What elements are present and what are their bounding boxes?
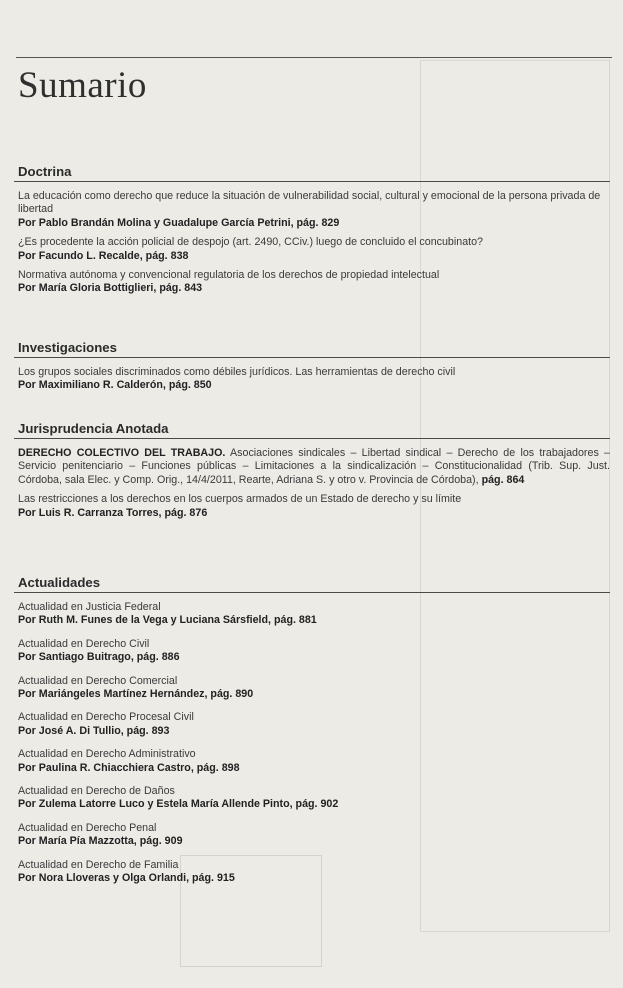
toc-entry[interactable] [18,601,610,628]
entry-title: Asociaciones sindicales – Libertad sindical – Derecho de los trabajadores – Servicio penitenciario – Funciones públicas – Limitaciones a la sindicalización – Constitucionalidad (Trib. Sup. Just. Córdoba, sala Elec. y Comp. Orig., 14/4/2011, Rearte, Adriana S. y otro v. Provincia de Córdoba), [18,447,610,486]
section-investigaciones [18,340,610,399]
toc-entry[interactable] [18,711,610,738]
entry-title: Normativa autónoma y convencional regulatoria de los derechos de propiedad intelectual [18,269,440,282]
entry-title: La educación como derecho que reduce la situación de vulnerabilidad social, cultural y emocional de la persona privada de libertad [18,190,601,216]
entry-author: Por Mariángeles Martínez Hernández, pág. 890 [18,688,254,701]
toc-entry[interactable] [18,493,610,520]
entry-title: Actualidad en Justicia Federal [18,601,161,613]
toc-entry[interactable] [18,236,610,263]
toc-entry[interactable] [18,638,610,665]
entry-author: Por Facundo L. Recalde, pág. 838 [18,249,189,262]
entry-author: Por María Gloria Bottiglieri, pág. 843 [18,282,203,295]
entry-page: pág. 864 [478,473,525,486]
entry-lead: DERECHO COLECTIVO DEL TRABAJO. [18,447,226,459]
entry-author: Por Paulina R. Chiacchiera Castro, pág. 898 [18,761,240,774]
section-heading: Investigaciones [14,340,610,358]
section-jurisprudencia-anotada [18,421,610,526]
entry-title: Actualidad en Derecho Civil [18,637,150,650]
entry-author: Por Zulema Latorre Luco y Estela María Allende Pinto, pág. 902 [18,798,339,811]
toc-entry[interactable] [18,269,610,296]
section-actualidades [18,575,610,896]
entry-title: Actualidad en Derecho de Familia [18,858,179,871]
toc-entry[interactable] [18,190,610,230]
page-title: Sumario [18,65,147,106]
section-heading: Doctrina [14,164,610,182]
entry-author: Por José A. Di Tullio, pág. 893 [18,724,170,737]
entry-title: Actualidad en Derecho Administrativo [18,748,196,761]
section-doctrina [18,164,610,302]
entry-title: Actualidad en Derecho de Daños [18,785,175,798]
entry-title: Los grupos sociales discriminados como débiles jurídicos. Las herramientas de derecho civil [18,366,456,378]
entry-title: ¿Es procedente la acción policial de despojo (art. 2490, CCiv.) luego de concluido el concubinato? [18,236,483,249]
toc-entry[interactable] [18,785,610,812]
entry-author: Por Ruth M. Funes de la Vega y Luciana Sársfield, pág. 881 [18,614,317,627]
toc-entry[interactable] [18,447,610,487]
entry-title: Las restricciones a los derechos en los cuerpos armados de un Estado de derecho y su límite [18,493,462,506]
entry-title: Actualidad en Derecho Procesal Civil [18,711,194,724]
entry-author: Por Luis R. Carranza Torres, pág. 876 [18,506,208,519]
toc-entry[interactable] [18,366,610,393]
entry-author: Por Maximiliano R. Calderón, pág. 850 [18,379,212,392]
toc-entry[interactable] [18,675,610,702]
section-heading: Actualidades [14,575,610,593]
section-heading: Jurisprudencia Anotada [14,421,610,439]
top-rule [16,57,612,58]
entry-title: Actualidad en Derecho Comercial [18,674,178,687]
entry-author: Por Nora Lloveras y Olga Orlandi, pág. 915 [18,872,235,885]
toc-entry[interactable] [18,859,610,886]
toc-entry[interactable] [18,748,610,775]
entry-author: Por María Pía Mazzotta, pág. 909 [18,835,183,848]
entry-author: Por Santiago Buitrago, pág. 886 [18,651,180,664]
toc-entry[interactable] [18,822,610,849]
entry-author: Por Pablo Brandán Molina y Guadalupe García Petrini, pág. 829 [18,216,340,229]
entry-title: Actualidad en Derecho Penal [18,821,157,834]
